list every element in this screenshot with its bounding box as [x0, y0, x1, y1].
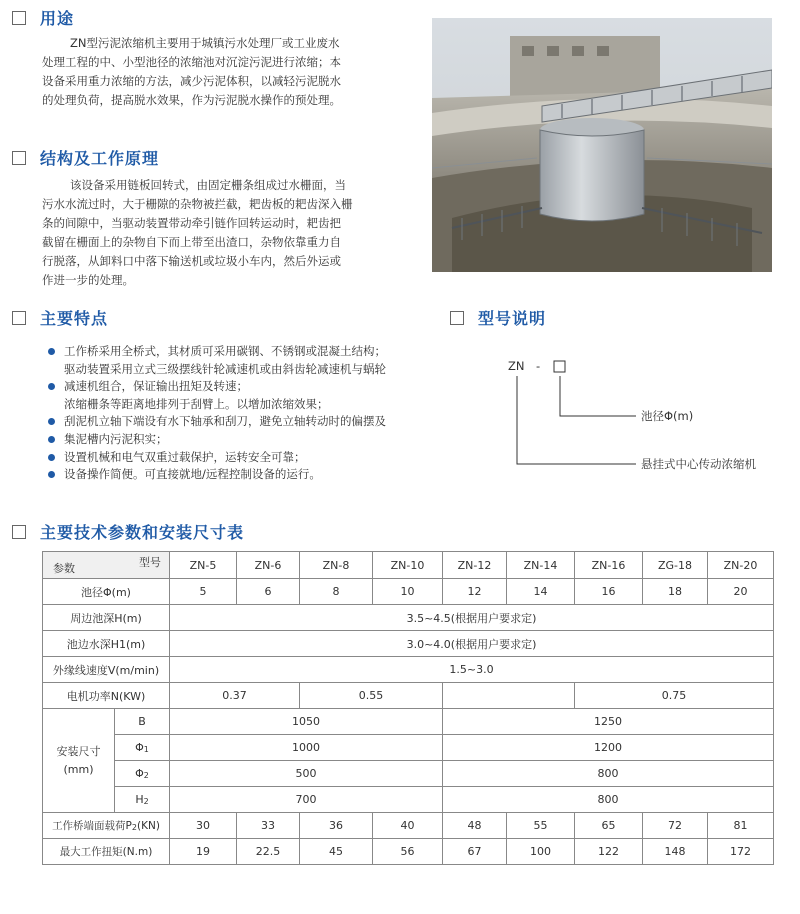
table-row: [43, 683, 774, 709]
section-header-usage: [12, 6, 74, 29]
features-list: [48, 343, 448, 484]
install-label-line: (mm): [63, 762, 94, 776]
structure-paragraph: [42, 176, 422, 290]
row-label: 电机功率N(KW): [43, 683, 170, 709]
table-cell: 12: [443, 579, 507, 605]
feature-item: 刮泥机立轴下端设有水下轴承和刮刀，避免立轴转动时的偏摆及: [48, 413, 448, 431]
table-cell: 30: [170, 813, 237, 839]
table-cell: 81: [708, 813, 774, 839]
table-cell: 48: [443, 813, 507, 839]
structure-line: 污水水流过时，大于栅隙的杂物被拦截，耙齿板的耙齿深入栅: [42, 197, 353, 211]
section-title: 主要特点: [40, 309, 109, 328]
feature-item: 浓缩栅条等距离地排列于刮臂上。以增加浓缩效果；: [64, 396, 329, 411]
section-title: 用途: [40, 9, 75, 28]
model-code: ZN: [508, 359, 525, 373]
thickener-photo: [432, 18, 772, 272]
table-cell: 1250: [443, 709, 774, 735]
table-cell: 3.0~4.0(根据用户要求定): [170, 631, 774, 657]
structure-line: 行脱落，从卸料口中落下输送机或垃圾小车内，然后外运或: [42, 254, 341, 268]
table-cell: 67: [443, 839, 507, 865]
section-title: 主要技术参数和安装尺寸表: [40, 523, 245, 542]
checkbox-icon: [12, 311, 26, 325]
table-cell: 1.5~3.0: [170, 657, 774, 683]
table-cell: 800: [443, 761, 774, 787]
sub-label: B: [115, 709, 170, 735]
table-cell: 55: [507, 813, 575, 839]
install-label-line: 安装尺寸: [56, 744, 101, 758]
table-cell: 45: [300, 839, 373, 865]
table-cell: 700: [170, 787, 443, 813]
table-row: [43, 839, 774, 865]
row-label: 周边池深H(m): [43, 605, 170, 631]
structure-line: 截留在栅面上的杂物自下而上带至出渣口，杂物依靠重力自: [42, 235, 341, 249]
structure-line: 该设备采用链板回转式，由固定栅条组成过水栅面，当: [70, 178, 346, 192]
table-cell: 172: [708, 839, 774, 865]
section-header-params: [12, 520, 244, 543]
bullet-icon: [48, 454, 55, 461]
table-cell: 10: [373, 579, 443, 605]
table-row: [43, 735, 774, 761]
table-cell: 16: [575, 579, 643, 605]
bullet-icon: [48, 418, 55, 425]
model-header: ZN-6: [237, 552, 300, 579]
model-header: ZN-16: [575, 552, 643, 579]
table-row: [43, 605, 774, 631]
table-cell: 122: [575, 839, 643, 865]
corner-bottom: 参数: [53, 562, 75, 575]
table-cell: 148: [643, 839, 708, 865]
model-header: ZN-5: [170, 552, 237, 579]
usage-line: 处理工程的中、小型池径的浓缩池对沉淀污泥进行浓缩；本: [42, 55, 341, 69]
install-label: [43, 709, 115, 813]
model-header: ZN-8: [300, 552, 373, 579]
sub-label: $\Phi_2$: [115, 761, 170, 787]
corner-cell: [43, 552, 170, 579]
table-cell: 500: [170, 761, 443, 787]
table-cell: 72: [643, 813, 708, 839]
sub-label: $\Phi_1$: [115, 735, 170, 761]
table-cell: 0.75: [575, 683, 774, 709]
row-label: 池径Φ(m): [43, 579, 170, 605]
table-cell: 1050: [170, 709, 443, 735]
table-cell: 36: [300, 813, 373, 839]
table-cell: 20: [708, 579, 774, 605]
table-cell: 0.55: [300, 683, 443, 709]
table-cell: 100: [507, 839, 575, 865]
row-label: 池边水深H1(m): [43, 631, 170, 657]
section-title: 型号说明: [478, 309, 547, 328]
model-box: [554, 361, 565, 372]
bullet-icon: [48, 471, 55, 478]
type-label: 悬挂式中心传动浓缩机: [641, 457, 756, 471]
table-cell: 1200: [443, 735, 774, 761]
table-cell: 8: [300, 579, 373, 605]
model-header: ZN-20: [708, 552, 774, 579]
table-cell: 6: [237, 579, 300, 605]
model-dash: -: [536, 359, 541, 373]
model-header: ZN-14: [507, 552, 575, 579]
table-cell: 800: [443, 787, 774, 813]
table-cell: 65: [575, 813, 643, 839]
table-cell: 40: [373, 813, 443, 839]
section-header-features: [12, 306, 108, 329]
table-row: [43, 813, 774, 839]
table-cell: 19: [170, 839, 237, 865]
spec-table: [42, 551, 774, 865]
table-cell: 5: [170, 579, 237, 605]
row-label: 外缘线速度V(m/min): [43, 657, 170, 683]
structure-line: 条的间隙中，当驱动装置带动牵引链作回转运动时，耙齿把: [42, 216, 341, 230]
structure-line: 作进一步的处理。: [42, 273, 134, 287]
row-label: 最大工作扭矩(N.m): [43, 839, 170, 865]
section-header-model: [450, 306, 546, 329]
feature-item: 集泥槽内污泥积实；: [48, 431, 448, 449]
feature-item: 工作桥采用全桥式，其材质可采用碳钢、不锈钢或混凝土结构；: [48, 343, 448, 361]
model-header: ZG-18: [643, 552, 708, 579]
table-cell: 18: [643, 579, 708, 605]
checkbox-icon: [12, 151, 26, 165]
table-cell: 14: [507, 579, 575, 605]
usage-line: 设备采用重力浓缩的方法，减少污泥体积，以减轻污泥脱水: [42, 74, 341, 88]
table-cell: 56: [373, 839, 443, 865]
bullet-icon: [48, 383, 55, 390]
table-row: [43, 787, 774, 813]
diameter-label: 池径Φ(m): [641, 409, 694, 423]
table-cell: 33: [237, 813, 300, 839]
table-row: [43, 579, 774, 605]
sub-label: $H_2$: [115, 787, 170, 813]
model-header: ZN-12: [443, 552, 507, 579]
table-cell: 3.5~4.5(根据用户要求定): [170, 605, 774, 631]
table-row: [43, 631, 774, 657]
corner-top: 型号: [139, 556, 161, 569]
feature-item: 驱动装置采用立式三级摆线针轮减速机或由斜齿轮减速机与蜗轮: [64, 361, 386, 376]
table-row: [43, 761, 774, 787]
checkbox-icon: [12, 11, 26, 25]
model-header: ZN-10: [373, 552, 443, 579]
section-header-structure: [12, 146, 159, 169]
usage-line: 的处理负荷，提高脱水效果，作为污泥脱水操作的预处理。: [42, 93, 341, 107]
usage-line: ZN型污泥浓缩机主要用于城镇污水处理厂或工业废水: [70, 36, 340, 50]
model-diagram: [508, 352, 798, 492]
table-cell: 22.5: [237, 839, 300, 865]
table-cell: 0.37: [170, 683, 300, 709]
feature-item: 设置机械和电气双重过载保护，运转安全可靠；: [48, 449, 448, 467]
feature-item: 减速机组合，保证输出扭矩及转速；: [48, 378, 448, 396]
table-cell: 1000: [170, 735, 443, 761]
checkbox-icon: [12, 525, 26, 539]
usage-paragraph: [42, 34, 422, 110]
section-title: 结构及工作原理: [40, 149, 160, 168]
table-header-row: [43, 552, 774, 579]
feature-item: 设备操作简便。可直接就地/远程控制设备的运行。: [48, 466, 448, 484]
bullet-icon: [48, 348, 55, 355]
bullet-icon: [48, 436, 55, 443]
table-row: [43, 657, 774, 683]
table-cell: [443, 683, 575, 709]
table-row: [43, 709, 774, 735]
checkbox-icon: [450, 311, 464, 325]
row-label: 工作桥端面载荷$P_2(KN)$: [43, 813, 170, 839]
